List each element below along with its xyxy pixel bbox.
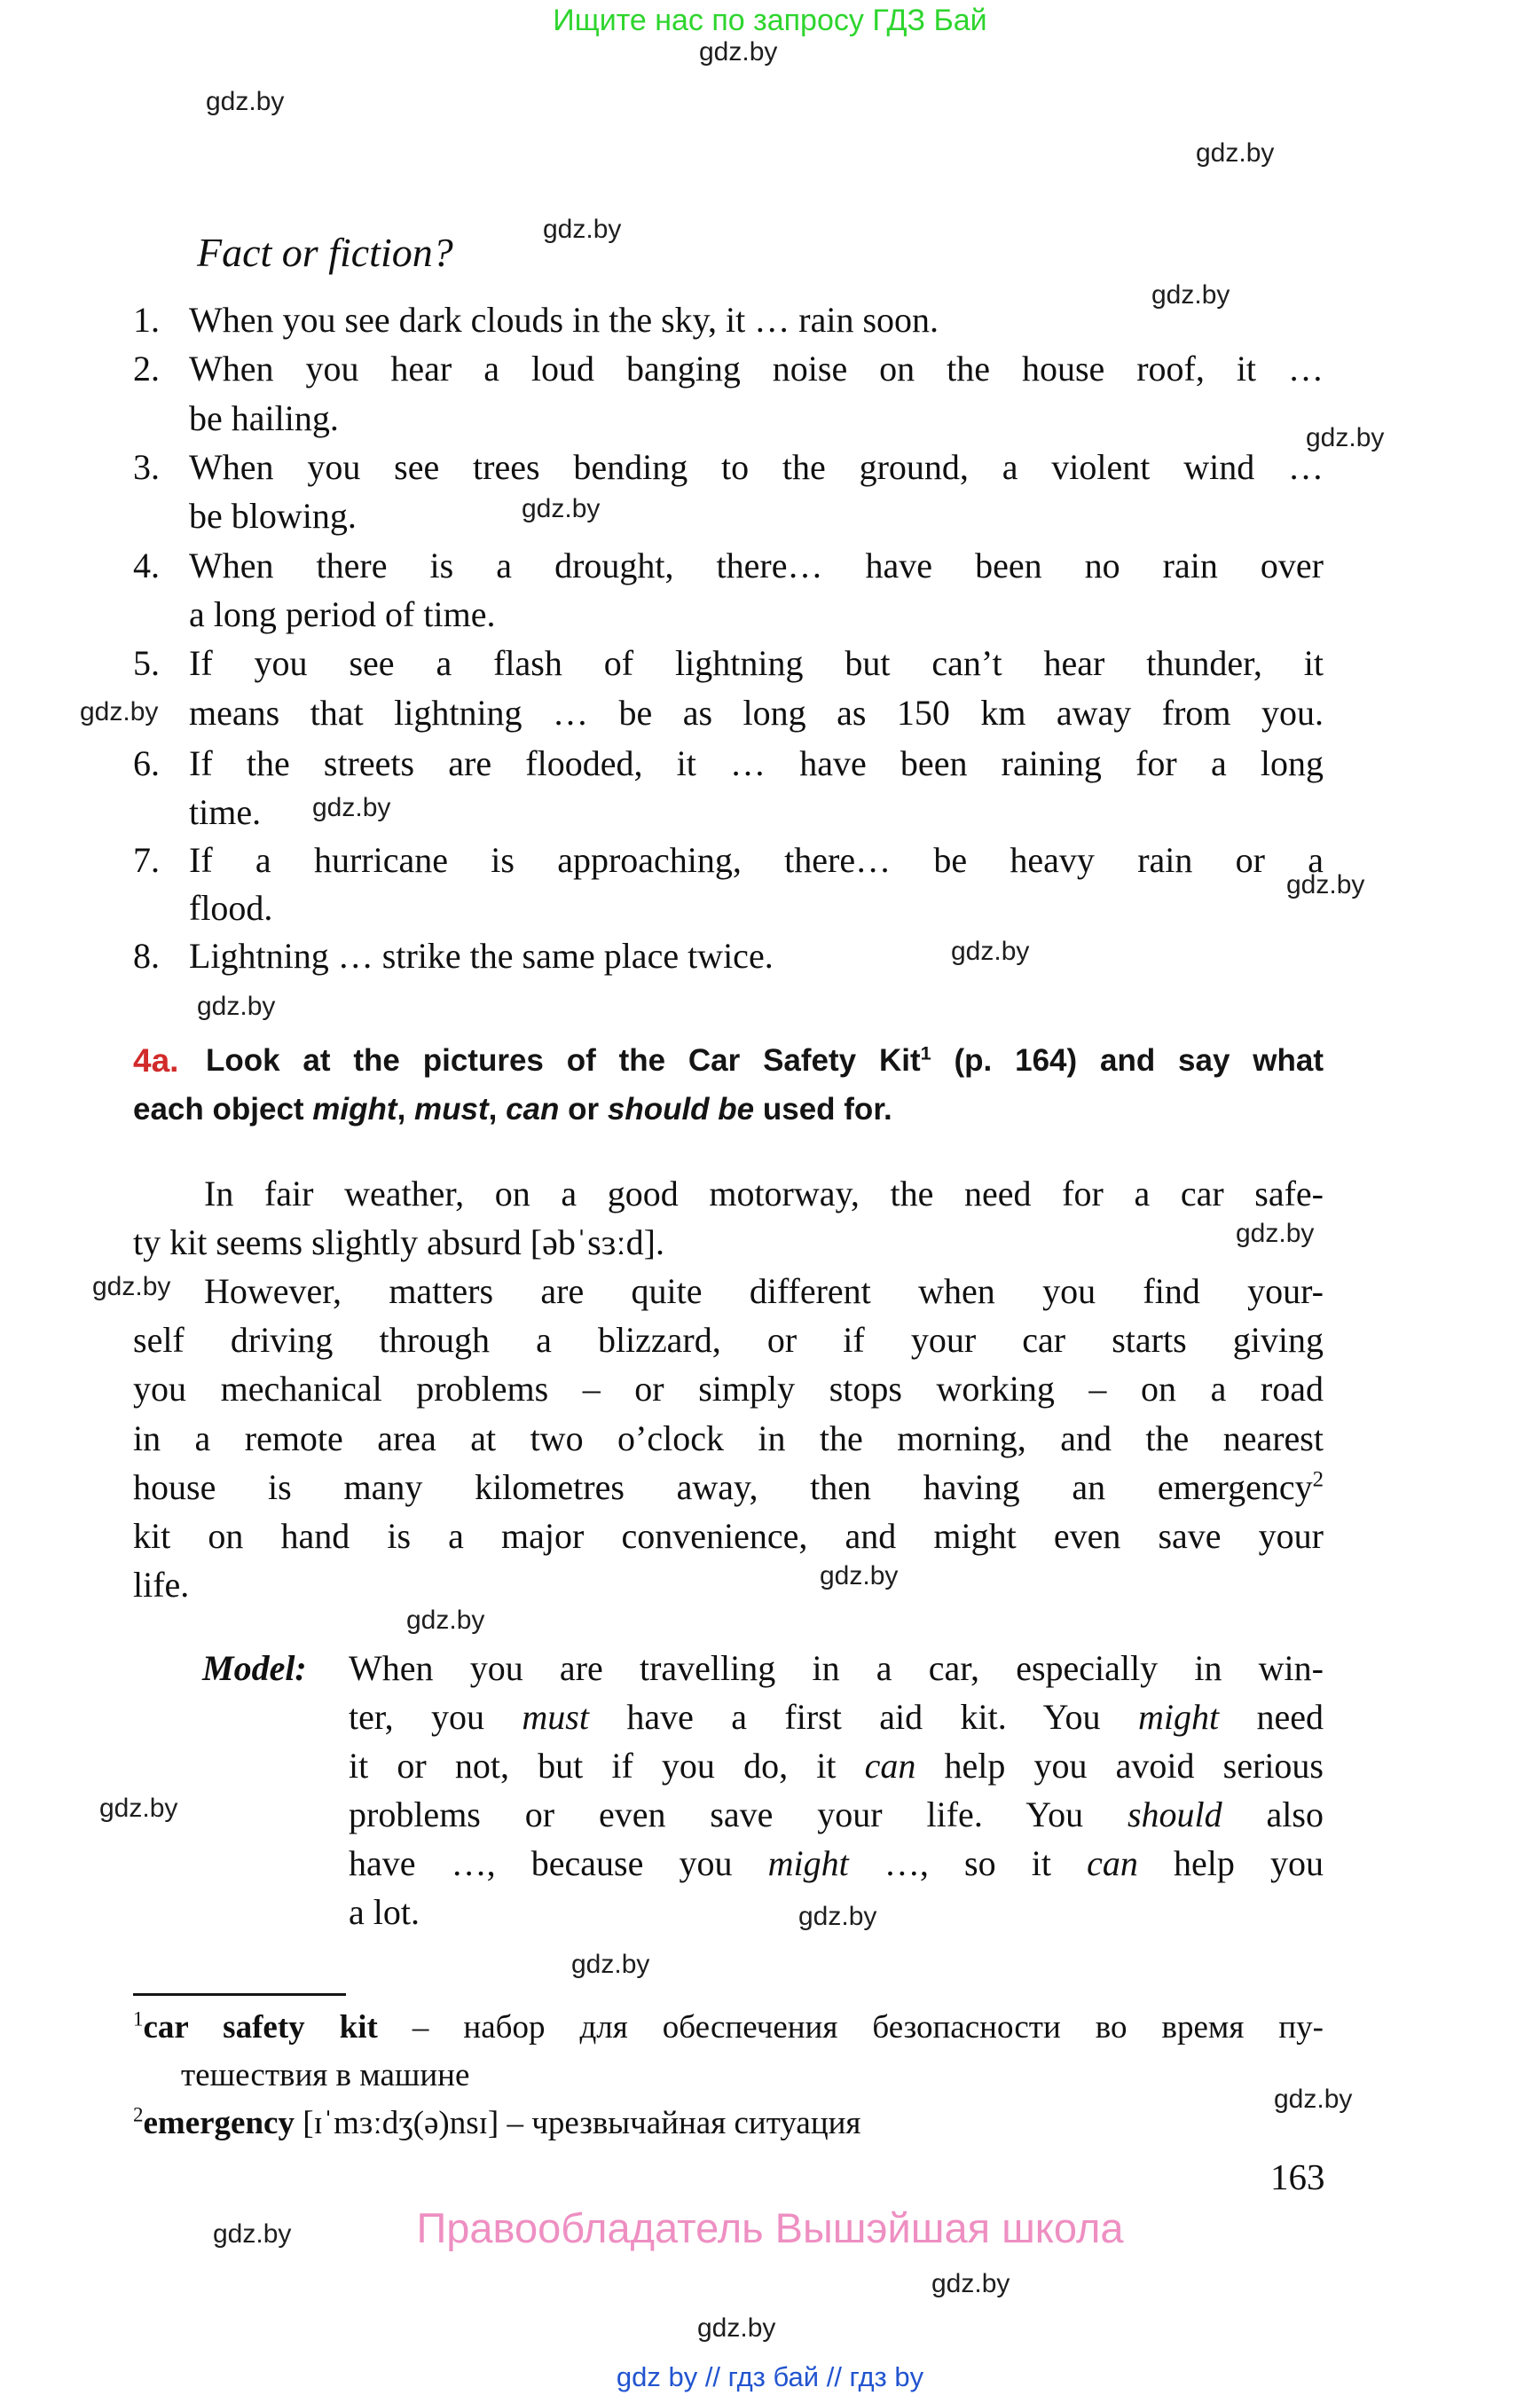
model-line: it or not, but if you do, it can help you avoid serious [349,1746,1324,1786]
passage-line: house is many kilometres away, then having an emergency$^2$ [133,1467,1324,1507]
passage-line: in a remote area at two o’clock in the morning, and the nearest [133,1418,1324,1458]
model-line: a lot. [349,1892,420,1932]
quiz-item-line: When you see trees bending to the ground, a violent wind … [189,447,1324,487]
model-line: problems or even save your life. You should also [349,1794,1324,1834]
quiz-item-line: be blowing. [189,496,357,536]
gdzby-watermark: gdz.by [1274,2085,1353,2114]
promo-banner: Ищите нас по запросу ГДЗ Бай [553,4,987,37]
gdzby-watermark: gdz.by [697,2313,776,2343]
quiz-item-number: 1. [133,300,160,340]
gdzby-watermark: gdz.by [80,697,159,726]
gdzby-watermark: gdz.by [798,1902,877,1931]
passage-line: However, matters are quite different when you find your- [204,1271,1324,1311]
quiz-item-line: time. [189,792,262,832]
exercise-instruction-line: Look at the pictures of the Car Safety Kit$^1$ (p. 164) and say what [206,1041,1324,1078]
model-line: have …, because you might …, so it can help you [349,1843,1324,1883]
quiz-item-number: 6. [133,743,160,783]
gdzby-watermark: gdz.by [406,1606,485,1635]
quiz-item-number: 8. [133,936,160,976]
quiz-item-number: 7. [133,840,160,880]
exercise-instruction-line: each object might, must, can or should be used for. [133,1092,892,1127]
gdzby-watermark: gdz.by [1196,138,1275,168]
footnote-divider [133,1993,346,1996]
footnote-line: $^2$emergency [ɪˈmɜːdʒ(ə)nsɪ] – чрезвычайная ситуация [133,2103,861,2141]
quiz-item-line: If you see a flash of lightning but can’t hear thunder, it [189,643,1324,683]
passage-line: life. [133,1565,190,1605]
quiz-item-line: When there is a drought, there… have been no rain over [189,546,1324,585]
footer-links[interactable]: gdz by // гдз бай // гдз by [616,2361,924,2392]
gdzby-watermark: gdz.by [931,2269,1010,2298]
gdzby-watermark: gdz.by [951,937,1030,966]
passage-line: kit on hand is a major convenience, and might even save your [133,1516,1324,1556]
gdzby-watermark: gdz.by [1286,870,1365,899]
gdzby-watermark: gdz.by [820,1561,899,1590]
gdzby-watermark: gdz.by [206,87,285,116]
copyright-notice: Правообладатель Вышэйшая школа [416,2204,1124,2251]
quiz-item-number: 5. [133,643,160,683]
gdzby-watermark: gdz.by [213,2219,292,2249]
model-label: Model: [202,1648,307,1688]
model-line: When you are travelling in a car, especially in win- [349,1648,1324,1688]
quiz-item-line: If the streets are flooded, it … have been raining for a long [189,743,1324,783]
passage-line: self driving through a blizzard, or if your car starts giving [133,1320,1324,1360]
gdzby-watermark: gdz.by [1306,423,1385,452]
gdzby-watermark: gdz.by [312,793,391,822]
gdzby-watermark: gdz.by [1151,280,1230,310]
passage-line: ty kit seems slightly absurd [əbˈsɜːd]. [133,1222,664,1262]
gdzby-watermark: gdz.by [92,1272,171,1301]
quiz-item-number: 3. [133,447,160,487]
passage-line: In fair weather, on a good motorway, the need for a car safe- [204,1174,1324,1213]
section-heading: Fact or fiction? [197,230,453,275]
gdzby-watermark: gdz.by [197,992,276,1021]
model-line: ter, you must have a first aid kit. You might need [349,1697,1324,1737]
quiz-item-number: 2. [133,349,160,389]
quiz-item-line: If a hurricane is approaching, there… be heavy rain or a [189,840,1324,880]
quiz-item-number: 4. [133,546,160,585]
page-number: 163 [1270,2156,1325,2197]
quiz-item-line: Lightning … strike the same place twice. [189,936,774,976]
gdzby-watermark: gdz.by [99,1794,178,1823]
gdzby-watermark: gdz.by [522,494,601,523]
gdzby-watermark: gdz.by [1236,1219,1315,1248]
footnote-line: $^1$car safety kit – набор для обеспечения безопасности во время пу- [133,2007,1324,2046]
passage-line: you mechanical problems – or simply stops working – on a road [133,1369,1324,1409]
quiz-item-line: flood. [189,888,273,928]
exercise-number: 4a. [133,1042,179,1079]
gdzby-watermark: gdz.by [699,37,778,67]
quiz-item-line: a long period of time. [189,594,496,634]
quiz-item-line: be hailing. [189,398,339,438]
gdzby-watermark: gdz.by [543,215,622,244]
quiz-item-line: means that lightning … be as long as 150 km away from you. [189,693,1324,733]
quiz-item-line: When you see dark clouds in the sky, it … rain soon. [189,300,939,340]
footnote-line: тешествия в машине [181,2057,470,2093]
quiz-item-line: When you hear a loud banging noise on the house roof, it … [189,349,1324,389]
gdzby-watermark: gdz.by [571,1950,650,1979]
